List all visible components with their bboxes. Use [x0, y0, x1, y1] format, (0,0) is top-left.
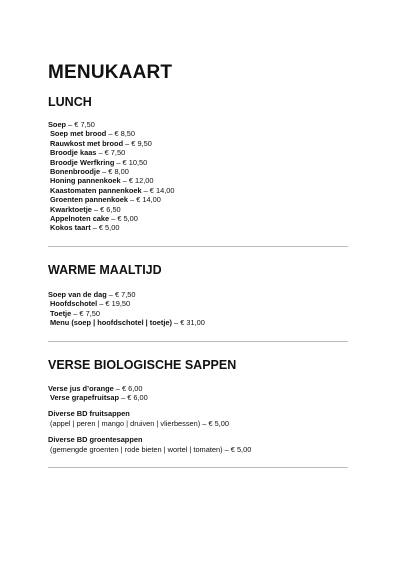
list-item-vegetable-juices-detail: (gemengde groenten | rode bieten | wortel | tomaten) – € 5,00: [50, 444, 252, 454]
section-divider: [48, 246, 348, 247]
list-item: Honing pannenkoek – € 12,00: [50, 176, 154, 186]
list-item: Toetje – € 7,50: [50, 308, 100, 318]
section-title-warm-meal: WARME MAALTIJD: [48, 262, 162, 277]
list-item: Rauwkost met brood – € 9,50: [50, 138, 152, 148]
list-item: Groenten pannenkoek – € 14,00: [50, 195, 161, 205]
list-item: Soep met brood – € 8,50: [50, 129, 136, 139]
lunch-list: [48, 120, 348, 233]
list-item: Menu (soep | hoofdschotel | toetje) – € 31,00: [50, 318, 205, 328]
section-title-lunch: LUNCH: [48, 95, 92, 109]
list-item: Kokos taart – € 5,00: [50, 223, 120, 233]
list-item: Broodje kaas – € 7,50: [50, 148, 126, 158]
section-divider: [48, 341, 348, 342]
section-divider: [48, 467, 348, 468]
list-item: Appelnoten cake – € 5,00: [50, 214, 138, 224]
menu-page: [48, 62, 348, 468]
list-item: Bonenbroodje – € 8,00: [50, 167, 129, 177]
list-item: Verse grapefruitsap – € 6,00: [50, 392, 148, 402]
list-item: Hoofdschotel – € 19,50: [50, 299, 131, 309]
list-item-fruit-juices-detail: (appel | peren | mango | druiven | vlierbessen) – € 5,00: [50, 418, 229, 428]
list-item: Kwarktoetje – € 6,50: [50, 204, 121, 214]
page-title: MENUKAART: [48, 62, 173, 83]
list-item-fruit-juices-name: Diverse BD fruitsappen: [48, 409, 130, 419]
warm-meal-list: [48, 290, 348, 328]
section-title-juices: VERSE BIOLOGISCHE SAPPEN: [48, 357, 237, 372]
list-item: Kaastomaten pannenkoek – € 14,00: [50, 185, 175, 195]
list-item: Soep – € 7,50: [48, 120, 95, 129]
juice-list: [48, 384, 348, 454]
list-item-vegetable-juices-name: Diverse BD groentesappen: [48, 435, 143, 445]
list-item: Verse jus d’orange – € 6,00: [48, 383, 143, 393]
list-item: Broodje Werfkring – € 10,50: [50, 157, 148, 167]
list-item: Soep van de dag – € 7,50: [48, 289, 136, 299]
